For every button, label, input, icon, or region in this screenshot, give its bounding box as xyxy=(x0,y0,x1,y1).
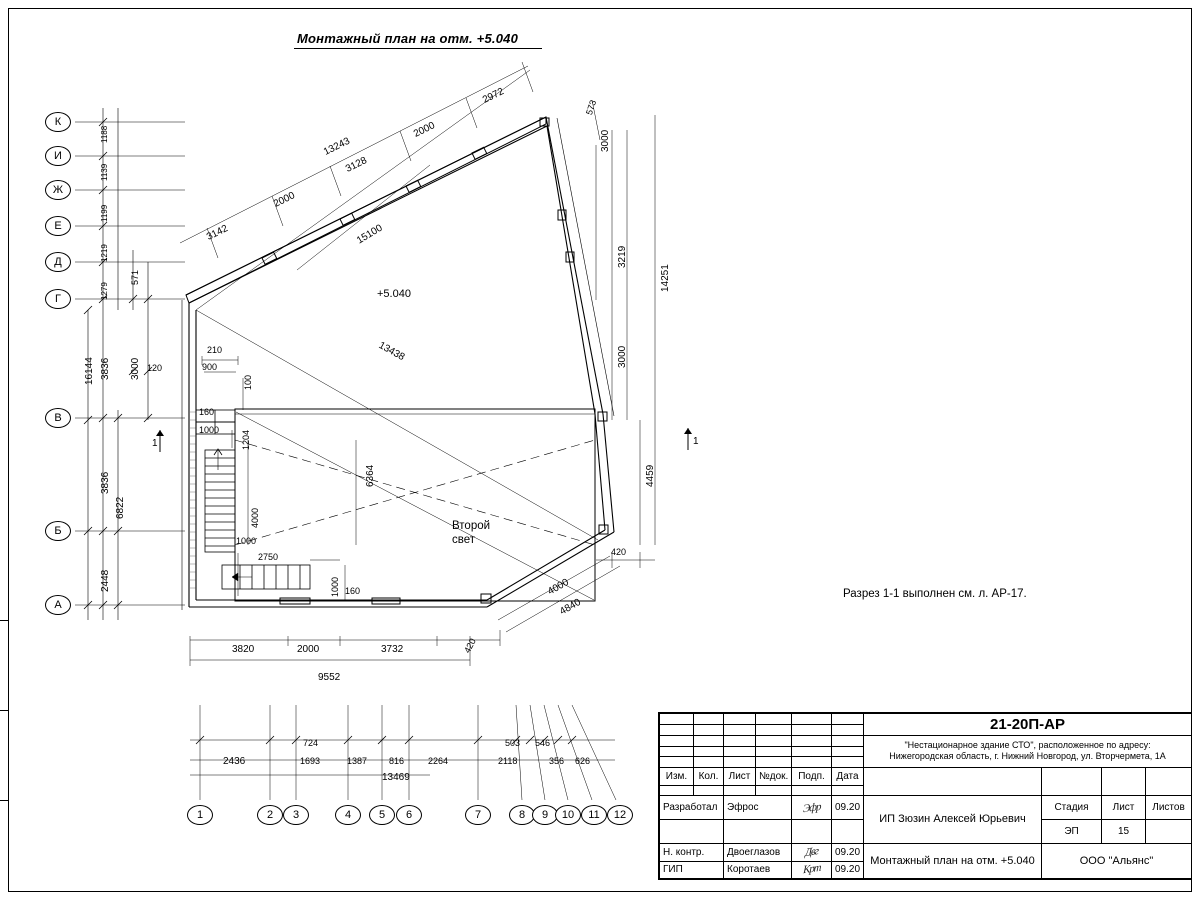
rev-cell xyxy=(792,724,832,735)
axis-bubble-D[interactable]: Д xyxy=(45,252,71,272)
axis-bubble-K[interactable]: К xyxy=(45,112,71,132)
customer-cell: ИП Зюзин Алексей Юрьевич xyxy=(864,796,1042,844)
signature-glyph: Двг xyxy=(804,845,819,860)
dim-right-3219: 3219 xyxy=(617,245,628,268)
rev-cell xyxy=(832,785,864,796)
date-gip: 09.20 xyxy=(832,861,864,878)
margin-mark xyxy=(0,800,9,801)
spacer-cell xyxy=(864,768,1042,796)
stage-value: ЭП xyxy=(1042,820,1102,844)
empty-sig xyxy=(792,820,832,844)
rev-cell xyxy=(694,757,724,768)
sheet-value: 15 xyxy=(1102,820,1146,844)
plan-title: Монтажный план на отм. +5.040 xyxy=(297,31,518,46)
rev-cell xyxy=(756,724,792,735)
rev-cell xyxy=(792,757,832,768)
rev-cell xyxy=(660,785,694,796)
role-gip: ГИП xyxy=(660,861,724,878)
object-description-line2: Нижегородская область, г. Нижний Новгород, ул. Вторчермета, 1А xyxy=(889,751,1166,762)
dim-inner-1000-bot: 1000 xyxy=(330,576,340,597)
axis-bubble-I[interactable]: И xyxy=(45,146,71,166)
empty-role xyxy=(660,820,724,844)
dim-grid-724: 724 xyxy=(303,738,319,748)
dim-inner-1000-mid: 1000 xyxy=(236,536,257,546)
header-kol: Кол. xyxy=(694,768,724,785)
axis-bubble-2[interactable]: 2 xyxy=(257,805,283,825)
dim-inner-1204: 1204 xyxy=(241,429,251,450)
header-data: Дата xyxy=(832,768,864,785)
section-mark-left-label: 1 xyxy=(152,438,158,449)
rev-cell xyxy=(756,735,792,746)
empty-date xyxy=(832,820,864,844)
axis-bubble-G[interactable]: Г xyxy=(45,289,71,309)
axis-bubble-8[interactable]: 8 xyxy=(509,805,535,825)
sheet-left-margin-marks xyxy=(0,620,9,892)
dim-bottom-4000: 4000 xyxy=(546,576,571,598)
dim-inner-900: 900 xyxy=(202,362,218,372)
dim-grid-total-13469: 13469 xyxy=(382,772,410,783)
rev-cell xyxy=(694,746,724,757)
dim-left-3836-b: 3836 xyxy=(100,471,111,494)
empty-name xyxy=(724,820,792,844)
dim-grid-1693: 1693 xyxy=(300,756,321,766)
dim-right-420: 420 xyxy=(611,547,627,557)
rev-cell xyxy=(832,746,864,757)
dim-left-1199: 1199 xyxy=(100,204,109,222)
axis-bubble-V[interactable]: В xyxy=(45,408,71,428)
signature-glyph: Эфр xyxy=(802,800,821,815)
document-code: 21-20П-АР xyxy=(864,714,1192,736)
dim-inner-120: 120 xyxy=(147,363,163,373)
axis-bubble-11[interactable]: 11 xyxy=(581,805,607,825)
header-podp: Подп. xyxy=(792,768,832,785)
title-block xyxy=(658,712,1192,880)
axis-bubble-9[interactable]: 9 xyxy=(532,805,558,825)
rev-cell xyxy=(694,714,724,725)
object-description-line1: "Нестационарное здание СТО", расположенное по адресу: xyxy=(904,740,1151,751)
rev-cell xyxy=(724,724,756,735)
dim-diagonal-13438: 13438 xyxy=(376,340,407,364)
dim-inner-210: 210 xyxy=(207,345,223,355)
rev-cell xyxy=(694,724,724,735)
role-razrabotal: Разработал xyxy=(660,796,724,820)
dim-left-16144: 16144 xyxy=(84,357,95,385)
dim-left-1139: 1139 xyxy=(100,163,109,181)
dim-left-1279: 1279 xyxy=(100,282,109,300)
dim-grid-626: 626 xyxy=(575,756,591,766)
rev-cell xyxy=(832,724,864,735)
dim-diagonal-15100: 15100 xyxy=(355,222,385,247)
axis-bubble-E[interactable]: Е xyxy=(45,216,71,236)
dim-left-6822: 6822 xyxy=(115,496,126,519)
margin-mark xyxy=(0,620,9,621)
rev-cell xyxy=(832,757,864,768)
dim-bottom-420: 420 xyxy=(462,636,478,655)
signature-razrabotal xyxy=(792,796,832,820)
axis-bubble-1[interactable]: 1 xyxy=(187,805,213,825)
sheets-header: Листов xyxy=(1146,796,1192,820)
object-description xyxy=(864,735,1192,768)
date-nkontr: 09.20 xyxy=(832,844,864,861)
dim-bottom-2000: 2000 xyxy=(297,644,320,655)
dim-grid-2118: 2118 xyxy=(498,756,518,766)
drawing-name-cell: Монтажный план на отм. +5.040 xyxy=(864,844,1042,879)
dim-top-3142: 3142 xyxy=(205,223,230,243)
dim-right-4459: 4459 xyxy=(645,464,656,487)
signature-gip xyxy=(792,861,832,878)
rev-cell xyxy=(724,785,756,796)
dim-bottom-4840: 4840 xyxy=(558,596,583,618)
rev-cell xyxy=(724,757,756,768)
axis-bubble-A[interactable]: А xyxy=(45,595,71,615)
dim-left-3836-a: 3836 xyxy=(100,357,111,380)
rev-cell xyxy=(660,746,694,757)
plan-title-underline xyxy=(294,48,542,49)
rev-cell xyxy=(792,714,832,725)
spacer-cell-2 xyxy=(1042,768,1102,796)
dim-right-3000-a: 3000 xyxy=(600,129,611,152)
rev-cell xyxy=(694,785,724,796)
dim-inner-6364: 6364 xyxy=(365,464,376,487)
rev-cell xyxy=(756,714,792,725)
axis-bubble-12[interactable]: 12 xyxy=(607,805,633,825)
dim-inner-160-top: 160 xyxy=(199,407,215,417)
dim-bottom-total-9552: 9552 xyxy=(318,672,341,683)
rev-cell xyxy=(724,735,756,746)
room-label-line2: свет xyxy=(452,534,476,546)
dim-top-2972: 2972 xyxy=(481,86,506,106)
axis-bubble-3[interactable]: 3 xyxy=(283,805,309,825)
name-razrabotal: Эфрос xyxy=(724,796,792,820)
signature-nkontr xyxy=(792,844,832,861)
axis-bubble-4[interactable]: 4 xyxy=(335,805,361,825)
rev-cell xyxy=(792,735,832,746)
dim-left-1188: 1188 xyxy=(100,125,109,143)
dim-right-573: 573 xyxy=(584,98,599,117)
dim-grid-546: 546 xyxy=(535,738,551,748)
dim-top-3128: 3128 xyxy=(344,155,369,175)
axis-bubble-6[interactable]: 6 xyxy=(396,805,422,825)
dim-top-2000-b: 2000 xyxy=(412,120,437,140)
room-label-line1: Второй xyxy=(452,520,491,532)
dim-inner-100: 100 xyxy=(243,374,253,390)
dim-grid-816: 816 xyxy=(389,756,405,766)
rev-cell xyxy=(832,714,864,725)
dim-bottom-3732: 3732 xyxy=(381,644,404,655)
rev-cell xyxy=(832,735,864,746)
header-izm: Изм. xyxy=(660,768,694,785)
rev-cell xyxy=(694,735,724,746)
name-nkontr: Двоеглазов xyxy=(724,844,792,861)
dim-bottom-3820: 3820 xyxy=(232,644,255,655)
dim-grid-1387: 1387 xyxy=(347,756,368,766)
dim-inner-1000-top: 1000 xyxy=(199,425,220,435)
rev-cell xyxy=(756,746,792,757)
rev-cell xyxy=(724,746,756,757)
rev-cell xyxy=(660,724,694,735)
sheet-header: Лист xyxy=(1102,796,1146,820)
dim-top-total-13243: 13243 xyxy=(322,135,352,158)
dim-left-2448: 2448 xyxy=(100,569,111,592)
dim-inner-160-bot: 160 xyxy=(345,586,361,596)
axis-bubble-B[interactable]: Б xyxy=(45,521,71,541)
axis-bubble-10[interactable]: 10 xyxy=(555,805,581,825)
margin-mark xyxy=(0,710,9,711)
dim-inner-2750: 2750 xyxy=(258,552,279,562)
section-mark-right-label: 1 xyxy=(693,436,699,447)
spacer-cell-4 xyxy=(1146,768,1192,796)
stage-header: Стадия xyxy=(1042,796,1102,820)
rev-cell xyxy=(724,714,756,725)
dim-grid-2264: 2264 xyxy=(428,756,449,766)
dim-right-total-14251: 14251 xyxy=(660,264,671,292)
rev-cell xyxy=(660,714,694,725)
date-razrabotal: 09.20 xyxy=(832,796,864,820)
role-nkontr: Н. контр. xyxy=(660,844,724,861)
rev-cell xyxy=(792,746,832,757)
header-list: Лист xyxy=(724,768,756,785)
header-ndok: №док. xyxy=(756,768,792,785)
dim-right-3000-b: 3000 xyxy=(617,345,628,368)
dim-grid-356: 356 xyxy=(549,756,565,766)
dim-left-3000: 3000 xyxy=(130,357,141,380)
dim-left-571: 571 xyxy=(130,269,140,285)
dim-grid-503: 503 xyxy=(505,738,521,748)
axis-bubble-5[interactable]: 5 xyxy=(369,805,395,825)
axis-bubble-7[interactable]: 7 xyxy=(465,805,491,825)
rev-cell xyxy=(756,757,792,768)
dim-top-2000-a: 2000 xyxy=(272,190,297,210)
dim-inner-4000: 4000 xyxy=(250,507,260,528)
rev-cell xyxy=(756,785,792,796)
rev-cell xyxy=(660,757,694,768)
rev-cell xyxy=(792,785,832,796)
section-note: Разрез 1-1 выполнен см. л. АР-17. xyxy=(843,588,1027,600)
signature-glyph: Крт xyxy=(802,862,821,877)
dim-grid-2436: 2436 xyxy=(223,756,246,767)
elevation-label: +5.040 xyxy=(377,288,411,300)
name-gip: Коротаев xyxy=(724,861,792,878)
sheets-value xyxy=(1146,820,1192,844)
axis-bubble-ZH[interactable]: Ж xyxy=(45,180,71,200)
spacer-cell-3 xyxy=(1102,768,1146,796)
company-cell: ООО "Альянс" xyxy=(1042,844,1192,879)
rev-cell xyxy=(660,735,694,746)
dim-left-1219: 1219 xyxy=(100,244,109,262)
